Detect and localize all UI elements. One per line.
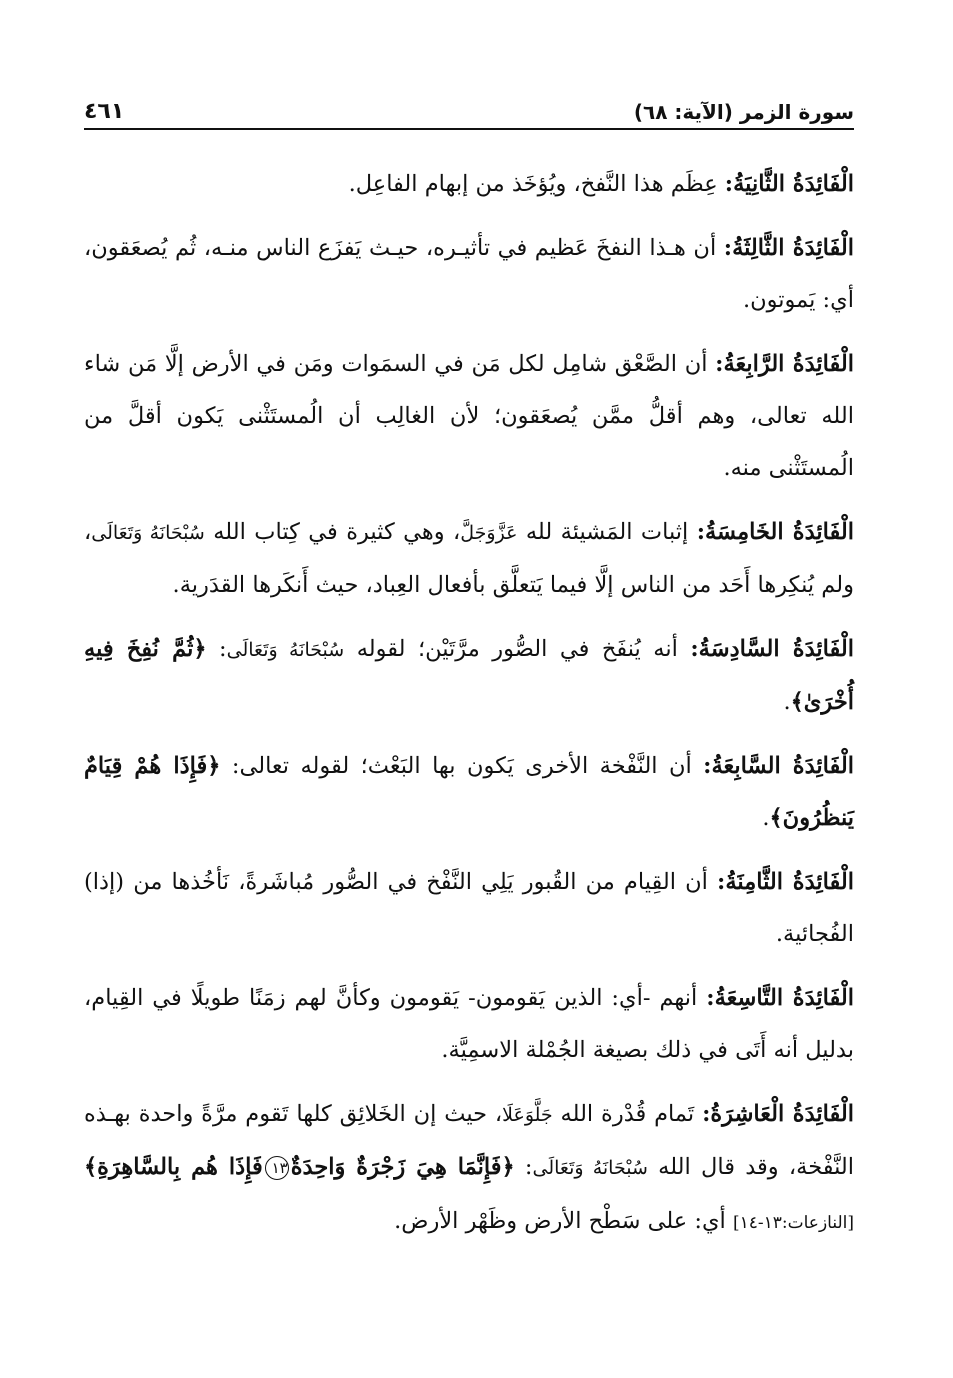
page-body: [84, 158, 854, 1261]
benefit-label: الْفَائِدَةُ الثَّالِثَةُ:: [723, 235, 854, 261]
quran-quote: ﴿فَإِذَا هُمْ قِيَامٌ يَنظُرُونَ﴾: [84, 753, 854, 831]
benefit-paragraph-6: [84, 623, 854, 728]
benefit-text: ، ولم يُنكِرها أَحَد من الناس إلَّا فيما يَتعلَّق بأفعال العِباد، حيث أَنكَرها القدَرية.: [84, 519, 854, 598]
benefit-text: ، حيث إن الخَلائِق كلها تَقوم مرَّةً واحدة بهـذه النَّفْخة، وقد قال الله: [84, 1101, 855, 1180]
quran-quote: ﴿فَإِنَّمَا هِيَ زَجْرَةٌ وَاحِدَةٌ: [290, 1154, 515, 1180]
benefit-text: أنه يُنفَخ في الصُّور مرَّتَيْن؛ لقوله: [344, 636, 691, 662]
benefit-paragraph-3: [84, 222, 854, 326]
chapter-title: سورة الزمر (الآية: ٦٨): [633, 100, 854, 124]
benefit-text: أن النَّفْخة الأخرى يَكون بها البَعْث؛ لقوله تعالى:: [220, 753, 704, 779]
benefit-paragraph-4: [84, 338, 854, 494]
quran-quote: ﴿ثُمَّ نُفِخَ فِيهِ أُخْرَىٰ﴾: [84, 636, 854, 715]
benefit-label: الْفَائِدَةُ السَّابِعَةُ:: [703, 753, 854, 779]
quran-quote: فَإِذَا هُم بِالسَّاهِرَةِ﴾: [84, 1154, 263, 1180]
benefit-paragraph-10: [84, 1088, 854, 1249]
page-header: [84, 82, 854, 126]
benefit-text: أنهم -أي: الذين يَقومون- يَقومون وكأنَّ لهم زمَنًا طويلًا في القِيام، بدليل أنه أَتَى في ذلك بصيغة الجُمْلة الاسمِيَّة.: [84, 985, 854, 1063]
benefit-text: :: [206, 636, 227, 662]
benefit-label: الْفَائِدَةُ التَّاسِعَةُ:: [706, 985, 854, 1011]
benefit-text: إثبات المَشيئة لله: [517, 519, 697, 545]
benefit-text: :: [514, 1154, 533, 1180]
benefit-text: عِظَم هذا النَّفخ، ويُؤخَذ من إبهام الفاعِل.: [348, 171, 725, 197]
benefit-text: أن هـذا النفخَ عَظيم في تأثيـره، حيـث يَفزَع الناس منـه، ثُم يُصعَقون، أي: يَموتون.: [84, 235, 854, 313]
benefit-label: الْفَائِدَةُ الْعَاشِرَةُ:: [702, 1101, 854, 1127]
ayah-number-marker: ١٣: [265, 1156, 289, 1180]
quran-reference: [النازعات:١٣-١٤]: [732, 1213, 854, 1233]
benefit-paragraph-9: [84, 972, 854, 1076]
page-number: ٤٦١: [84, 99, 125, 124]
benefit-text: .: [762, 805, 770, 831]
honorific-phrase: جَلَّوَعَلَا: [502, 1104, 553, 1126]
benefit-paragraph-5: [84, 506, 854, 611]
benefit-label: الْفَائِدَةُ السَّادِسَةُ:: [690, 636, 855, 662]
benefit-text: أي: على سَطْح الأرض وظَهْر الأرض.: [394, 1208, 733, 1234]
benefit-paragraph-8: [84, 856, 854, 960]
benefit-text: .: [783, 689, 791, 715]
honorific-phrase: عَزَّوَجَلَّ: [460, 522, 518, 544]
benefit-text: تَمام قُدْرة الله: [552, 1101, 703, 1127]
benefit-label: الْفَائِدَةُ الثَّامِنَةُ:: [717, 869, 855, 895]
honorific-phrase: سُبْحَانَهُ وَتَعَالَى: [91, 522, 205, 544]
benefit-text: أن الصَّعْق شامِل لكل مَن في السمَوات ومَن في الأرض إلَّا مَن شاء الله تعالى، وهم أقلُّ ممَّن يُصعَقون؛ لأن الغالِب أن الُمستَثْنى يَكون أقلَّ من الُمستَثْنى منه.: [84, 351, 854, 481]
benefit-label: الْفَائِدَةُ الرَّابِعَةُ:: [715, 351, 854, 377]
honorific-phrase: سُبْحَانَهُ وَتَعَالَى: [226, 639, 345, 661]
benefit-paragraph-2: [84, 158, 854, 210]
benefit-text: أن القِيام من القُبور يَلِي النَّفْخ في الصُّور مُباشَرةً، نَأخُذها من (إذا) الفُجائية.: [84, 869, 854, 947]
benefit-label: الْفَائِدَةُ الثَّانِيَةُ:: [724, 171, 854, 197]
honorific-phrase: سُبْحَانَهُ وَتَعَالَى: [532, 1157, 648, 1179]
benefit-label: الْفَائِدَةُ الخَامِسَةُ:: [696, 519, 854, 545]
benefit-text: ، وهي كثيرة في كِتاب الله: [204, 519, 461, 545]
benefit-paragraph-7: [84, 740, 854, 844]
header-divider: [84, 128, 854, 130]
